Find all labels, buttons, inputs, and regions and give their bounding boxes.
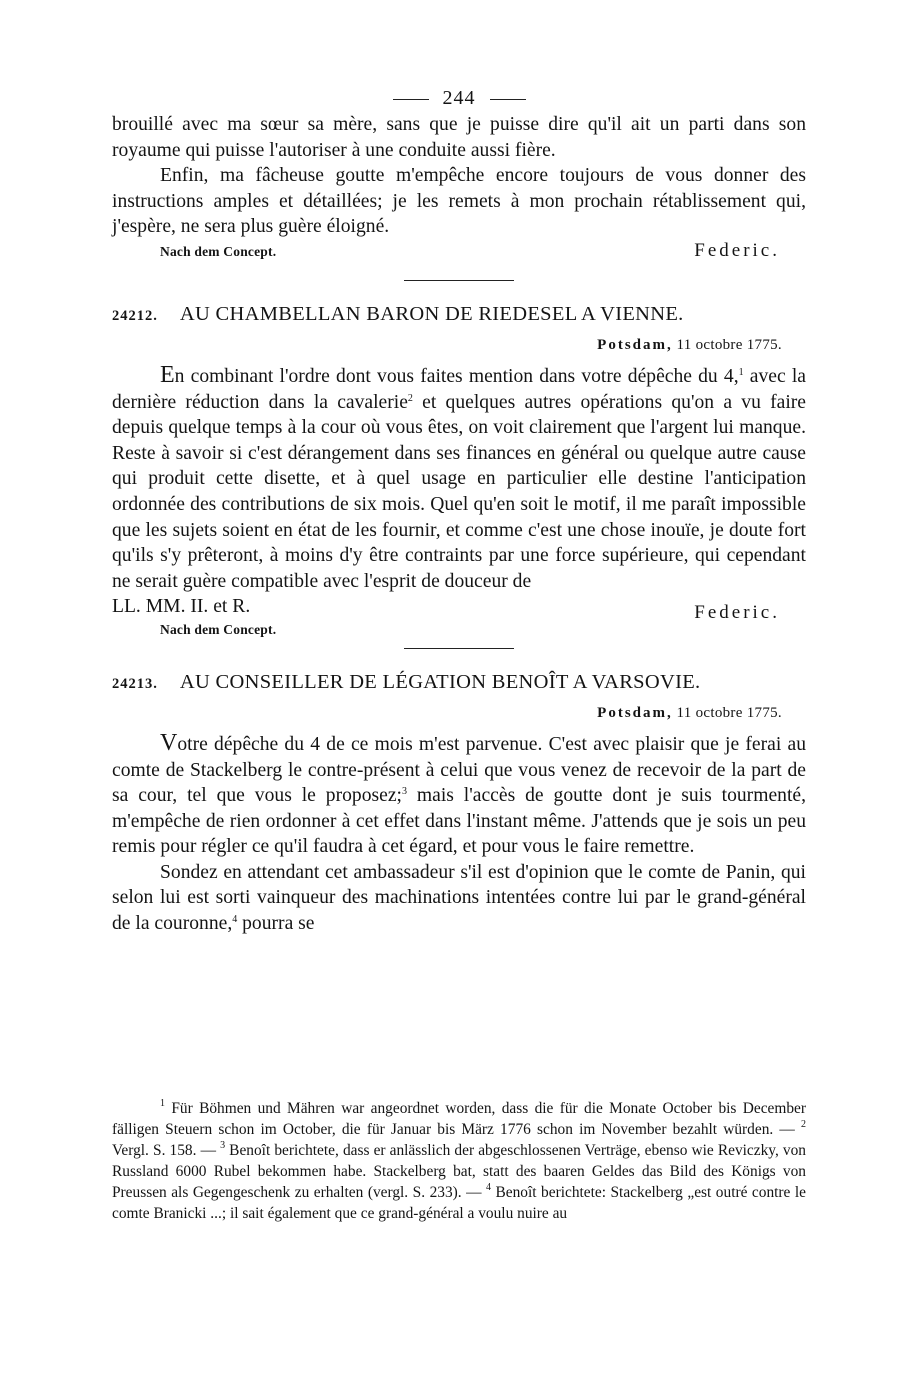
page-number: 244 xyxy=(442,87,476,109)
letter-last-line: LL. MM. II. et R. xyxy=(112,596,251,618)
letter-place: Potsdam, xyxy=(597,336,673,353)
page-body xyxy=(112,84,806,937)
header-dash-right xyxy=(490,99,526,100)
letter-body xyxy=(112,363,806,594)
letter-text: Sondez en attendant cet ambassadeur s'il est d'opinion que le comte de Panin, qui selon lui est sorti vainqueur des machinations intentées contre lui par le grand-général de la couronne, xyxy=(112,861,806,935)
footnote-marker: 4 xyxy=(486,1182,492,1193)
footnote-marker: 3 xyxy=(220,1140,226,1151)
letter-text: otre dépêche du 4 de ce mois m'est parvenue. C'est avec plaisir que je ferai au comte de Stackelberg le contre-présent à celui que vous venez de recevoir de la part de sa cour, tel que vous le proposez; xyxy=(112,733,806,807)
source-note: Nach dem Concept. xyxy=(160,621,277,637)
footnote-text xyxy=(112,1098,806,1224)
letter-dateline xyxy=(112,701,806,725)
letter-body xyxy=(112,731,806,860)
letter-recipient: AU CONSEILLER DE LÉGATION BENOÎT A VARSOVIE. xyxy=(179,670,701,693)
footnote-ref: 4 xyxy=(232,914,238,926)
drop-cap: V xyxy=(160,729,178,756)
carryover-paragraph-2: Enfin, ma fâcheuse goutte m'empêche encore toujours de vous donner des instructions amples et détaillées; je les remets à mon prochain rétablissement qui, j'espère, ne sera plus guère éloigné. xyxy=(112,165,806,238)
source-note: Nach dem Concept. xyxy=(160,243,277,259)
footnote-body: Benoît berichtete: Stackelberg „est outré contre le comte Branicki ...; il sait également que ce grand-général a voulu nuire au xyxy=(112,1184,806,1222)
letter-dateline xyxy=(112,333,806,357)
letter-recipient: AU CHAMBELLAN BARON DE RIEDESEL A VIENNE. xyxy=(179,302,684,325)
section-divider xyxy=(404,280,514,281)
footnote-ref: 3 xyxy=(401,786,407,798)
footnote-body: Vergl. S. 158. — xyxy=(112,1142,221,1159)
footnote-body: Benoît berichtete, dass er anlässlich der abgeschlossenen Verträge, ebenso wie Reviczky, von Russland 6000 Rubel bekommen habe. Stackelberg bat, statt des baaren Geldes das Bild des Königs von Preussen als Gegengeschenk zu erhalten (vergl. S. 233). — xyxy=(112,1142,807,1201)
letter-heading xyxy=(112,303,806,333)
letter-date: 11 octobre 1775. xyxy=(676,336,782,353)
letter-text: pourra se xyxy=(237,913,315,935)
letter-text: avec la dernière réduction dans la cavalerie xyxy=(112,365,806,413)
footnote-body: Für Böhmen und Mähren war angeordnet worden, dass die für die Monate October bis December fälligen Steuern schon im October, die für Januar bis März 1776 schon im November bezahlt würden. — xyxy=(112,1100,806,1138)
header-dash-left xyxy=(393,99,429,100)
letter-text: n combinant l'ordre dont vous faites mention dans votre dépêche du 4, xyxy=(174,365,739,387)
carryover-signature-row xyxy=(112,240,806,266)
drop-cap: E xyxy=(160,361,175,388)
footnotes xyxy=(112,1098,806,1224)
footnote-ref: 2 xyxy=(407,392,413,404)
letter-number: 24213. xyxy=(112,675,158,692)
letter-closing xyxy=(112,594,806,638)
letter-date: 11 octobre 1775. xyxy=(676,704,782,721)
signature: Federic. xyxy=(694,239,780,261)
signature: Federic. xyxy=(694,602,780,624)
letter-body xyxy=(112,860,806,937)
section-divider xyxy=(404,648,514,649)
letter-place: Potsdam, xyxy=(597,704,673,721)
carryover-paragraph: brouillé avec ma sœur sa mère, sans que je puisse dire qu'il ait un parti dans son royaume qui puisse l'autoriser à une conduite aussi fière. xyxy=(112,114,806,161)
letter-text: mais l'accès de goutte dont je suis tourmenté, m'empêche de rien ordonner à cet effet dans l'instant même. J'attends que je sois un peu remis pour régler ce qu'il faudra à cet égard, et pour vous le faire remettre. xyxy=(112,785,806,858)
footnote-marker: 1 xyxy=(160,1098,165,1109)
letter-text: et quelques autres opérations qu'on a vu faire depuis quelque temps à la cour où vous êtes, on voit clairement que l'argent lui manque. Reste à savoir si c'est dérangement dans ses finances en général ou quelque autre cause qui produit cette disette, et à quel usage en particulier elle destine l'anticipation ordonnée des contributions de six mois. Quel qu'en soit le motif, il me paraît impossible que les sujets soient en état de les fournir, et comme c'est une chose inouïe, je doute fort qu'ils s'y prêteront, à moins d'y être contraints par une force supérieure, qui cependant ne serait guère compatible avec l'esprit de douceur de xyxy=(112,391,806,592)
page-header xyxy=(112,84,806,112)
letter-heading xyxy=(112,671,806,701)
letter-number: 24212. xyxy=(112,307,158,324)
footnote-marker: 2 xyxy=(801,1119,806,1130)
footnote-ref: 1 xyxy=(738,366,744,378)
